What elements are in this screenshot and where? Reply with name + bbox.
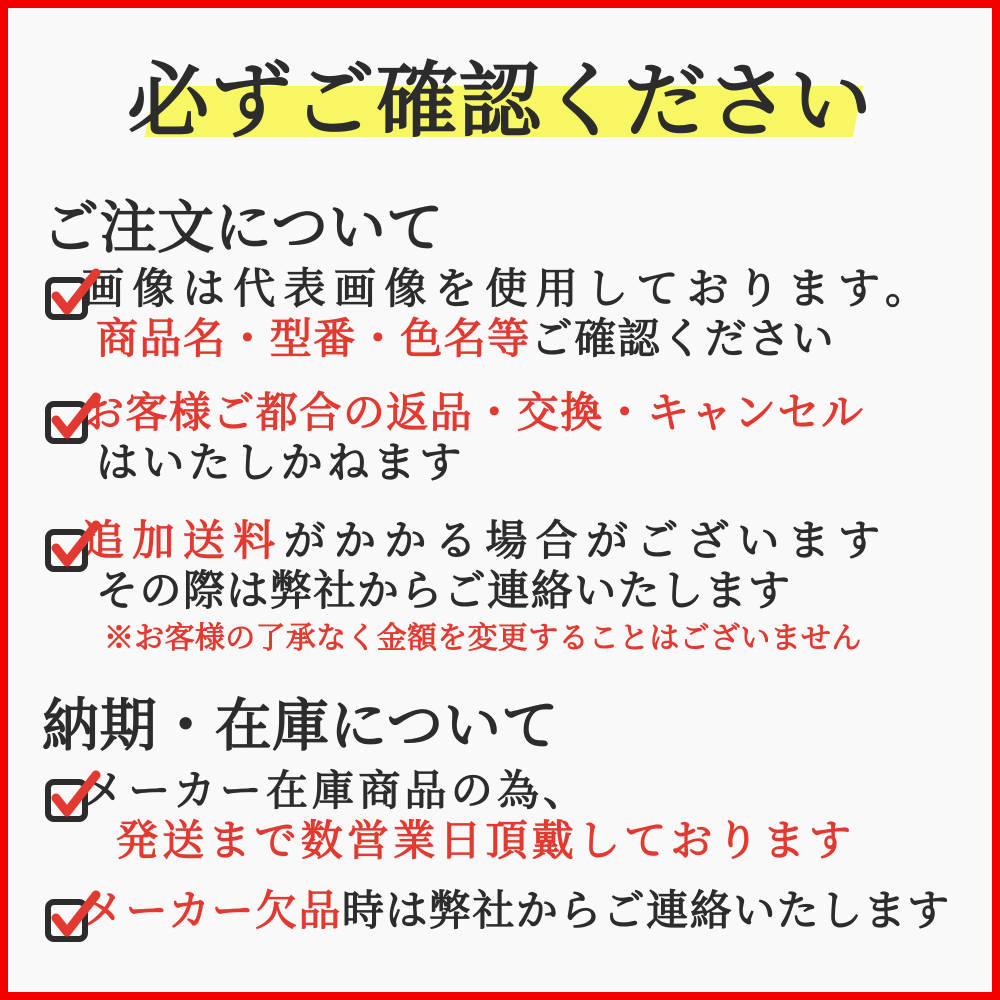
item-text-black: メーカー在庫商品の為、 [82, 766, 590, 815]
item-line [44, 566, 974, 616]
item-line [44, 314, 974, 364]
red-checked-checkbox-icon [44, 888, 106, 942]
item-line [44, 766, 974, 816]
item-text-black: はいたしかねます [96, 438, 466, 487]
item-text-red: 追加送料 [82, 516, 284, 565]
red-checked-checkbox-icon [44, 390, 106, 444]
item-text-red: 商品名・型番・色名等 [96, 314, 531, 363]
item-text-black: 画像は代表画像を使用しております。 [82, 264, 936, 313]
item-text-red: お客様ご都合の返品・交換・キャンセル [82, 388, 865, 437]
red-checked-checkbox-icon [44, 518, 106, 572]
checklist-item-maker-out-of-stock [44, 886, 974, 936]
item-text-black: その際は弊社からご連絡いたします [96, 566, 792, 615]
item-line [44, 816, 974, 866]
checklist-item-no-returns [44, 388, 974, 488]
checklist-item-extra-shipping [44, 516, 974, 656]
item-text-black: がかかる場合がございます [283, 516, 889, 565]
item-text-black: ご確認ください [530, 314, 835, 363]
checklist-item-representative-image [44, 264, 974, 364]
red-checked-checkbox-icon [44, 768, 106, 822]
item-line [44, 886, 974, 936]
page-title: 必ずご確認ください [127, 53, 873, 149]
item-text-red: 発送まで数営業日頂戴しております [116, 816, 856, 865]
item-text-red: メーカー欠品 [82, 886, 342, 935]
item-line [44, 388, 974, 438]
item-text-black: 時は弊社からご連絡いたします [341, 886, 951, 935]
section-heading-delivery-stock: 納期・在庫について [42, 692, 559, 759]
item-line [44, 516, 974, 566]
item-line [44, 438, 974, 488]
item-footnote: ※お客様の了承なく金額を変更することはございません [104, 621, 862, 656]
checklist-item-maker-stock [44, 766, 974, 866]
item-line [44, 264, 974, 314]
section-heading-order: ご注文について [42, 194, 444, 261]
red-checked-checkbox-icon [44, 266, 106, 320]
